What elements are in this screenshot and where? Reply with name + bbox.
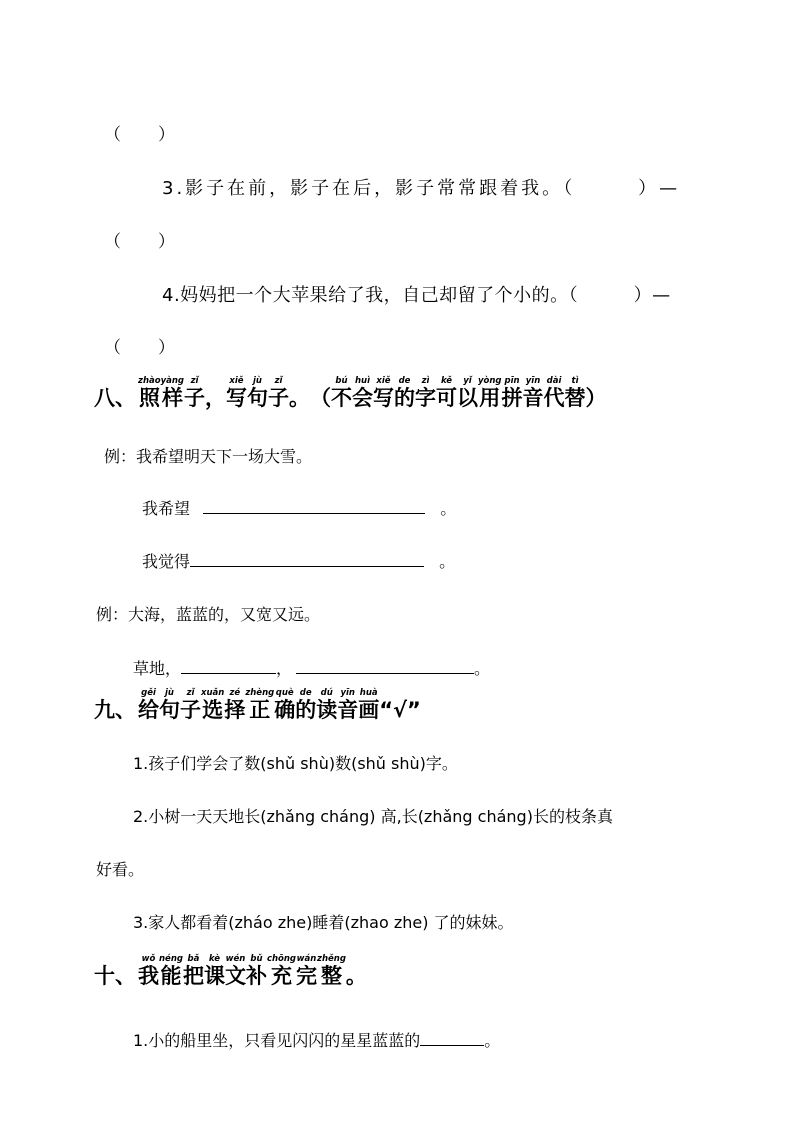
title-pinyin: wán [296, 954, 317, 964]
section-9-question-2-cont: 好看。 [96, 860, 145, 879]
title-pinyin: zhěng [317, 954, 346, 964]
title-hanzi: 字 [415, 386, 436, 410]
section-10-question-1 [133, 1028, 500, 1051]
title-pinyin: zé [224, 688, 246, 698]
title-char [394, 376, 415, 410]
section-9-heading [94, 688, 421, 724]
title-pinyin: jù [247, 376, 268, 386]
title-hanzi: 写 [373, 386, 394, 410]
title-char [296, 954, 317, 988]
title-hanzi: 完 [296, 964, 317, 988]
question-3-cont: （ ） [104, 232, 176, 252]
title-char [245, 954, 267, 988]
title-char [331, 376, 352, 410]
section-8-example-1: 例：我希望明天下一场大雪。 [104, 447, 313, 466]
title-char [586, 386, 607, 410]
section-10-question-1-text: 1.小的船里坐，只看见闪闪的星星蓝蓝的 [133, 1031, 421, 1050]
title-char [226, 376, 247, 410]
title-hanzi: 子 [180, 698, 201, 722]
title-char [266, 954, 297, 988]
section-8-example-2: 例：大海，蓝蓝的，又宽又远。 [96, 605, 321, 624]
title-pinyin: zǐ [180, 688, 201, 698]
section-9-title [138, 688, 421, 724]
title-hanzi: 整 [317, 964, 346, 988]
title-char [316, 688, 338, 722]
question-4-paren: （ ）— [568, 285, 671, 306]
title-hanzi: 正 [245, 698, 275, 722]
title-hanzi: 确 [274, 698, 296, 722]
title-pinyin: yīn [522, 376, 544, 386]
title-char [358, 688, 380, 722]
title-pinyin: tì [564, 376, 586, 386]
title-hanzi: 音 [337, 698, 359, 722]
title-char [274, 688, 296, 722]
title-hanzi: 代 [543, 386, 565, 410]
title-hanzi: 充 [266, 964, 296, 988]
title-char [159, 688, 180, 722]
title-pinyin: xiě [226, 376, 247, 386]
title-hanzi: 用 [478, 386, 502, 410]
title-char [522, 376, 544, 410]
title-hanzi: 文 [224, 964, 246, 988]
question-3-paren: （ ）— [563, 178, 681, 199]
title-pinyin: què [274, 688, 296, 698]
title-hanzi: 以 [457, 386, 478, 410]
title-pinyin: kè [203, 954, 225, 964]
title-char [138, 688, 159, 722]
title-hanzi: 可 [436, 386, 457, 410]
title-hanzi: 替 [564, 386, 586, 410]
title-char [205, 386, 226, 410]
title-hanzi: 写 [226, 386, 247, 410]
title-pinyin: zhàoyàng [138, 376, 184, 386]
title-hanzi: ， [205, 386, 226, 410]
title-char [478, 376, 502, 410]
line-1-prefix: 我希望 [142, 499, 191, 518]
title-char [247, 376, 268, 410]
title-hanzi: 子 [184, 386, 205, 410]
title-pinyin: zhèng [245, 688, 275, 698]
title-pinyin: dài [543, 376, 565, 386]
title-hanzi: 的 [394, 386, 415, 410]
title-char [543, 376, 565, 410]
section-9-question-1: 1.孩子们学会了数(shǔ shù)数(shǔ shù)字。 [133, 754, 458, 773]
section-9-question-2: 2.小树一天天地长(zhǎng cháng) 高,长(zhǎng cháng)长的枝条真 [133, 807, 613, 826]
title-char [224, 688, 246, 722]
title-pinyin: wén [224, 954, 246, 964]
title-pinyin: yǐ [457, 376, 478, 386]
title-char [373, 376, 394, 410]
title-pinyin: jù [159, 688, 180, 698]
title-pinyin: xuǎn [201, 688, 225, 698]
title-hanzi: 选 [201, 698, 225, 722]
answer-blank-5[interactable] [420, 1029, 484, 1046]
answer-blank-2[interactable] [190, 550, 424, 567]
section-8-title [138, 376, 607, 412]
title-hanzi: 拼 [501, 386, 523, 410]
title-char [457, 376, 478, 410]
title-hanzi: 不 [331, 386, 352, 410]
line-2-prefix: 我觉得 [142, 552, 191, 571]
answer-blank-1[interactable] [203, 497, 425, 514]
question-4 [162, 281, 671, 307]
top-paren: （ ） [104, 125, 176, 145]
title-hanzi: 的 [295, 698, 317, 722]
title-char [245, 688, 275, 722]
section-9-number: 九、 [94, 698, 136, 722]
title-hanzi: 择 [224, 698, 246, 722]
line-3-comma: ， [276, 659, 293, 678]
title-pinyin: xiě [373, 376, 394, 386]
answer-blank-3[interactable] [181, 657, 276, 674]
title-pinyin: bǎ [182, 954, 204, 964]
title-pinyin: dú [316, 688, 338, 698]
title-char [268, 376, 289, 410]
title-char [415, 376, 436, 410]
title-pinyin: zǐ [184, 376, 205, 386]
title-hanzi: “√” [379, 698, 421, 722]
title-pinyin: bǔ [245, 954, 267, 964]
section-8-line-3 [133, 656, 490, 679]
section-8-number: 八、 [94, 386, 136, 410]
title-hanzi: 能 [159, 964, 183, 988]
title-pinyin: yīn [337, 688, 359, 698]
title-char [138, 376, 184, 410]
section-10-heading [94, 954, 367, 990]
question-3-text: 3.影子在前，影子在后，影子常常跟着我。 [162, 178, 564, 199]
title-char [317, 954, 346, 988]
section-8-line-1 [142, 496, 456, 519]
title-pinyin: de [295, 688, 317, 698]
title-hanzi: 。 [345, 964, 367, 988]
title-hanzi: 照样 [138, 386, 184, 410]
title-char [289, 386, 310, 410]
title-hanzi: 。 [289, 386, 310, 410]
title-char [310, 386, 331, 410]
line-2-period: 。 [439, 552, 456, 571]
title-hanzi: 把 [182, 964, 204, 988]
answer-blank-4[interactable] [296, 657, 474, 674]
title-char [224, 954, 246, 988]
title-char [337, 688, 359, 722]
title-pinyin: huì [352, 376, 373, 386]
title-pinyin: chōng [266, 954, 297, 964]
question-4-text: 4.妈妈把一个大苹果给了我，自己却留了个小的。 [162, 285, 569, 306]
title-char [203, 954, 225, 988]
title-char [201, 688, 225, 722]
title-pinyin: gěi [138, 688, 159, 698]
title-char [436, 376, 457, 410]
title-char [184, 376, 205, 410]
title-pinyin: de [394, 376, 415, 386]
title-pinyin: kě [436, 376, 457, 386]
title-char [346, 964, 367, 988]
title-pinyin: pīn [501, 376, 523, 386]
title-hanzi: 给 [138, 698, 159, 722]
title-pinyin: wǒ [138, 954, 159, 964]
title-hanzi: 会 [352, 386, 373, 410]
question-3 [162, 174, 680, 200]
title-char [379, 698, 421, 722]
title-pinyin: zǐ [268, 376, 289, 386]
title-char [182, 954, 204, 988]
title-hanzi: 读 [316, 698, 338, 722]
title-hanzi: 句 [159, 698, 180, 722]
line-1-period: 。 [440, 499, 457, 518]
title-char [159, 954, 183, 988]
title-char [295, 688, 317, 722]
line-3-prefix: 草地， [133, 659, 182, 678]
title-char [352, 376, 373, 410]
title-pinyin: yòng [478, 376, 502, 386]
title-hanzi: ） [585, 386, 607, 410]
title-pinyin: bú [331, 376, 352, 386]
question-4-cont: （ ） [104, 338, 176, 358]
section-10-question-1-period: 。 [484, 1031, 501, 1050]
section-10-number: 十、 [94, 964, 136, 988]
title-hanzi: 课 [203, 964, 225, 988]
title-hanzi: 我 [138, 964, 159, 988]
title-hanzi: （ [310, 386, 331, 410]
title-hanzi: 句 [247, 386, 268, 410]
title-hanzi: 音 [522, 386, 544, 410]
section-8-heading [94, 376, 607, 412]
title-char [180, 688, 201, 722]
title-char [138, 954, 159, 988]
title-char [501, 376, 523, 410]
section-8-line-2 [142, 549, 455, 572]
title-char [564, 376, 586, 410]
section-10-title [138, 954, 367, 990]
title-hanzi: 子 [268, 386, 289, 410]
section-9-question-3: 3.家人都看着(zháo zhe)睡着(zhao zhe) 了的妹妹。 [133, 913, 514, 932]
title-hanzi: 画 [358, 698, 380, 722]
title-pinyin: huà [358, 688, 380, 698]
title-pinyin: néng [159, 954, 183, 964]
title-hanzi: 补 [245, 964, 267, 988]
line-3-period: 。 [474, 659, 491, 678]
title-pinyin: zì [415, 376, 436, 386]
